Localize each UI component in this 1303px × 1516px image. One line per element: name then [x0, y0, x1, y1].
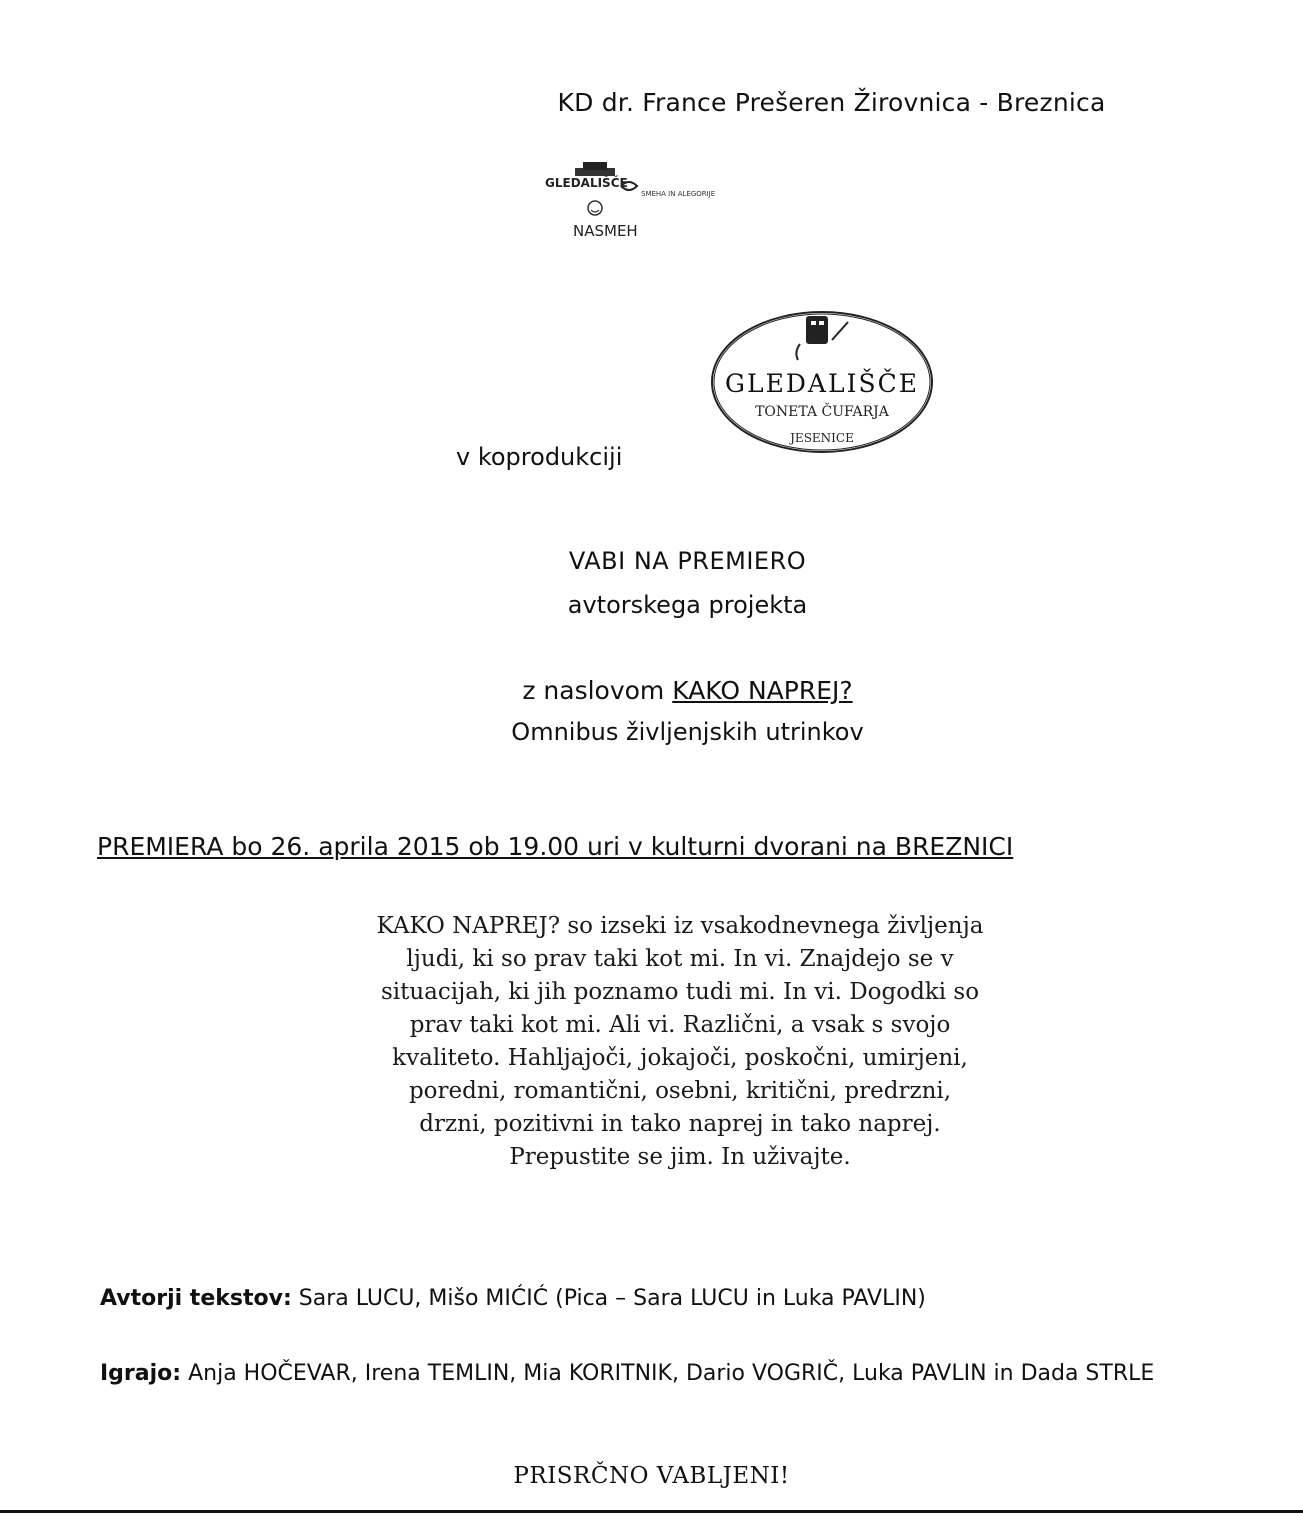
- title-line: [36, 676, 1303, 705]
- title-prefix: z naslovom: [522, 676, 673, 705]
- description-line: kvaliteto. Hahljajoči, jokajoči, poskočni, umirjeni,: [392, 1045, 968, 1071]
- premiere-announcement: PREMIERA bo 26. aprila 2015 ob 19.00 uri v kulturni dvorani na BREZNICI: [97, 832, 1014, 861]
- cast-label: Igrajo:: [100, 1361, 182, 1386]
- play-subtitle: Omnibus življenjskih utrinkov: [511, 718, 864, 746]
- play-description: [300, 910, 1060, 1174]
- closing-invitation: PRISRČNO VABLJENI!: [513, 1463, 790, 1489]
- nasmeh-logo: [543, 162, 755, 244]
- description-line: ljudi, ki so prav taki kot mi. In vi. Znajdejo se v: [406, 946, 954, 972]
- description-line: Prepustite se jim. In uživajte.: [509, 1144, 851, 1170]
- logo-hat-top: [583, 162, 607, 170]
- description-line: prav taki kot mi. Ali vi. Različni, a vsak s svojo: [409, 1012, 951, 1038]
- invitation-subheading: avtorskega projekta: [567, 591, 808, 619]
- authors-names: Sara LUCU, Mišo MIĆIĆ (Pica – Sara LUCU in Luka PAVLIN): [291, 1286, 926, 1311]
- description-line: KAKO NAPREJ? so izseki iz vsakodnevnega življenja: [376, 913, 984, 939]
- coproduction-label: v koprodukciji: [456, 443, 623, 471]
- description-line: situacijah, ki jih poznamo tudi mi. In vi. Dogodki so: [380, 979, 980, 1005]
- seal-branch-icon: [832, 322, 848, 340]
- invitation-heading: VABI NA PREMIERO: [568, 547, 807, 575]
- cast-credit: [100, 1356, 1280, 1392]
- authors-label: Avtorji tekstov:: [100, 1286, 292, 1311]
- play-title: KAKO NAPREJ?: [672, 676, 853, 705]
- theatre-seal: [704, 300, 940, 462]
- logo-text-right: SMEHA IN ALEGORIJE: [641, 190, 716, 198]
- description-line: drzni, pozitivni in tako naprej in tako naprej.: [419, 1111, 941, 1137]
- authors-credit: [100, 1286, 926, 1311]
- organizer-heading: KD dr. France Prešeren Žirovnica - Breznica: [557, 88, 1106, 117]
- logo-face-icon: [588, 201, 602, 215]
- theatre-mask-icon: [806, 316, 828, 344]
- description-line: poredni, romantični, osebni, kritični, predrzni,: [408, 1078, 952, 1104]
- logo-text-left: GLEDALIŠČE: [545, 176, 628, 190]
- page-bottom-rule: [0, 1510, 1303, 1513]
- seal-line3: JESENICE: [790, 431, 854, 445]
- logo-text-bottom: NASMEH: [573, 222, 638, 240]
- seal-line2: TONETA ČUFARJA: [755, 404, 889, 420]
- cast-names: Anja HOČEVAR, Irena TEMLIN, Mia KORITNIK, Dario VOGRIČ, Luka PAVLIN in Dada STRLE: [181, 1361, 1155, 1386]
- seal-line1: GLEDALIŠČE: [725, 369, 919, 398]
